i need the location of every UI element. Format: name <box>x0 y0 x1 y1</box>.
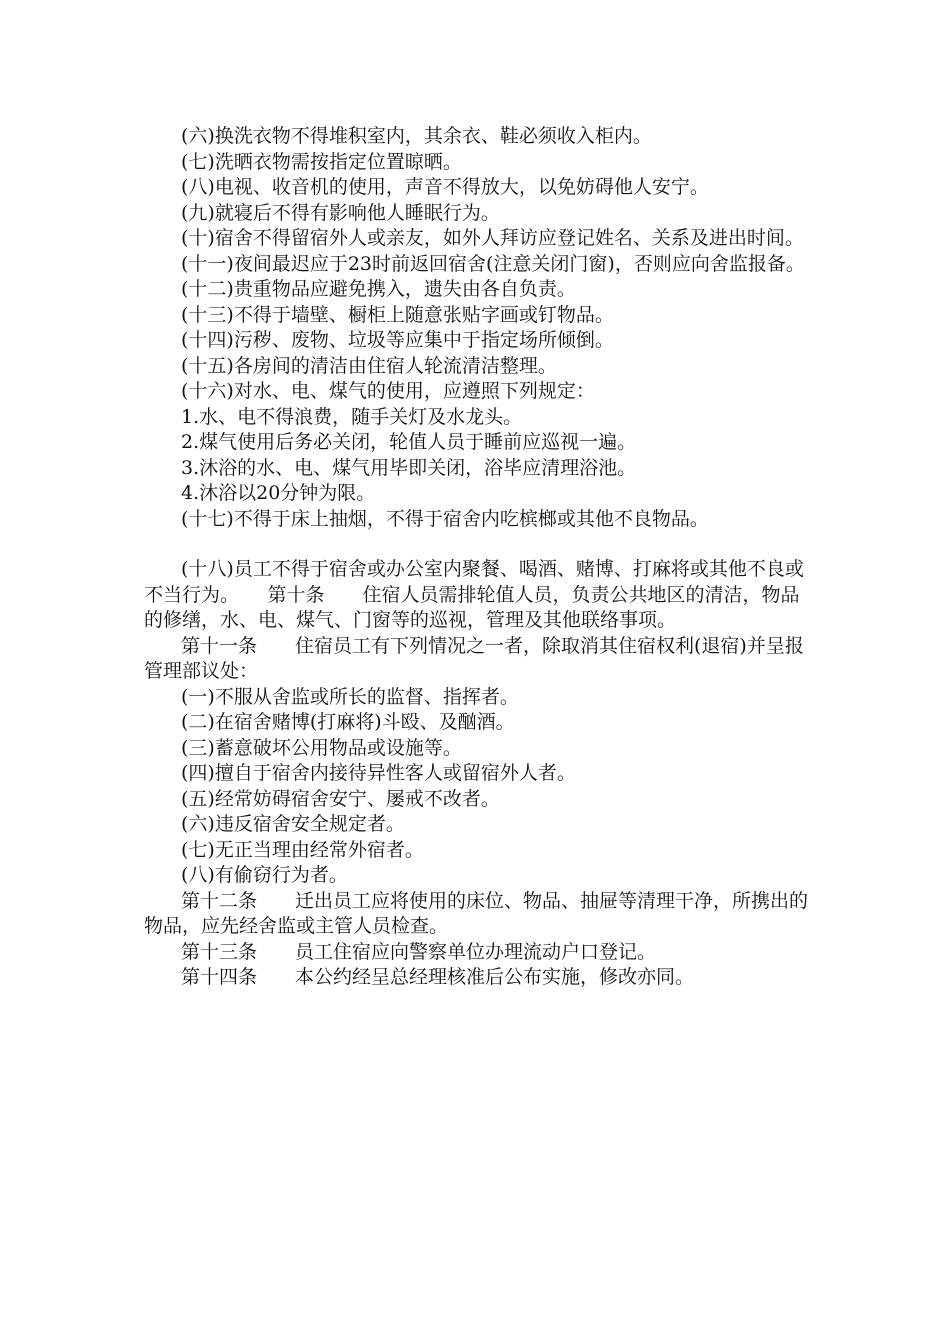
article-paragraph: 第十二条 迁出员工应将使用的床位、物品、抽屉等清理干净，所携出的物品，应先经舍监或主管人员检查。 <box>144 889 809 937</box>
clause-paragraph: (十一)夜间最迟应于23时前返回宿舍(注意关闭门窗)，否则应向舍监报备。 <box>181 252 805 275</box>
sub-rule-paragraph: 3.沐浴的水、电、煤气用毕即关闭，浴毕应清理浴池。 <box>181 456 637 479</box>
clause-paragraph: (四)擅自于宿舍内接待异性客人或留宿外人者。 <box>181 762 576 784</box>
clause-paragraph: (十二)贵重物品应避免携入，遗失由各自负责。 <box>181 278 576 300</box>
clause-paragraph: (十三)不得于墙壁、橱柜上随意张贴字画或钉物品。 <box>181 303 614 326</box>
document-body <box>144 124 808 991</box>
clause-paragraph: (六)换洗衣物不得堆积室内，其余衣、鞋必须收入柜内。 <box>181 125 652 147</box>
clause-paragraph: (十七)不得于床上抽烟，不得于宿舍内吃槟榔或其他不良物品。 <box>181 507 709 530</box>
clause-paragraph: (十八)员工不得于宿舍或办公室内聚餐、喝酒、赌博、打麻将或其他不良或不当行为。 第十条 住宿人员需排轮值人员，负责公共地区的清洁，物品的修缮，水、电、煤气、门窗等的巡视，管理及其他联络事项。 <box>144 558 804 631</box>
blank-line <box>144 532 808 557</box>
clause-paragraph: (十五)各房间的清洁由住宿人轮流清洁整理。 <box>181 354 557 377</box>
clause-paragraph: (三)蓄意破坏公用物品或设施等。 <box>181 736 462 759</box>
clause-paragraph: (二)在宿舍赌博(打麻将)斗殴、及酗酒。 <box>181 711 515 733</box>
article-paragraph: 第十四条 本公约经呈总经理核准后公布实施，修改亦同。 <box>181 966 695 988</box>
clause-paragraph: (九)就寝后不得有影响他人睡眠行为。 <box>181 201 500 224</box>
article-paragraph: 第十一条 住宿员工有下列情况之一者，除取消其住宿权利(退宿)并呈报管理部议处： <box>144 634 804 682</box>
clause-paragraph: (一)不服从舍监或所长的监督、指挥者。 <box>181 685 519 708</box>
clause-paragraph: (八)电视、收音机的使用，声音不得放大，以免妨碍他人安宁。 <box>181 176 709 198</box>
clause-paragraph: (十)宿舍不得留宿外人或亲友，如外人拜访应登记姓名、关系及进出时间。 <box>181 227 804 249</box>
clause-paragraph: (六)违反宿舍安全规定者。 <box>181 813 405 835</box>
sub-rule-paragraph: 4.沐浴以20分钟为限。 <box>181 482 376 504</box>
clause-paragraph: (十四)污秽、废物、垃圾等应集中于指定场所倾倒。 <box>181 329 614 351</box>
sub-rule-paragraph: 2.煤气使用后务必关闭，轮值人员于睡前应巡视一遍。 <box>181 431 637 453</box>
clause-paragraph: (七)无正当理由经常外宿者。 <box>181 838 424 861</box>
clause-paragraph: (五)经常妨碍宿舍安宁、屡戒不改者。 <box>181 787 500 810</box>
clause-paragraph: (七)洗晒衣物需按指定位置晾晒。 <box>181 150 462 173</box>
article-paragraph: 第十三条 员工住宿应向警察单位办理流动户口登记。 <box>181 940 657 963</box>
sub-rule-paragraph: 1.水、电不得浪费，随手关灯及水龙头。 <box>181 405 523 428</box>
clause-paragraph: (八)有偷窃行为者。 <box>181 864 348 886</box>
clause-paragraph: (十六)对水、电、煤气的使用，应遵照下列规定： <box>181 380 595 402</box>
